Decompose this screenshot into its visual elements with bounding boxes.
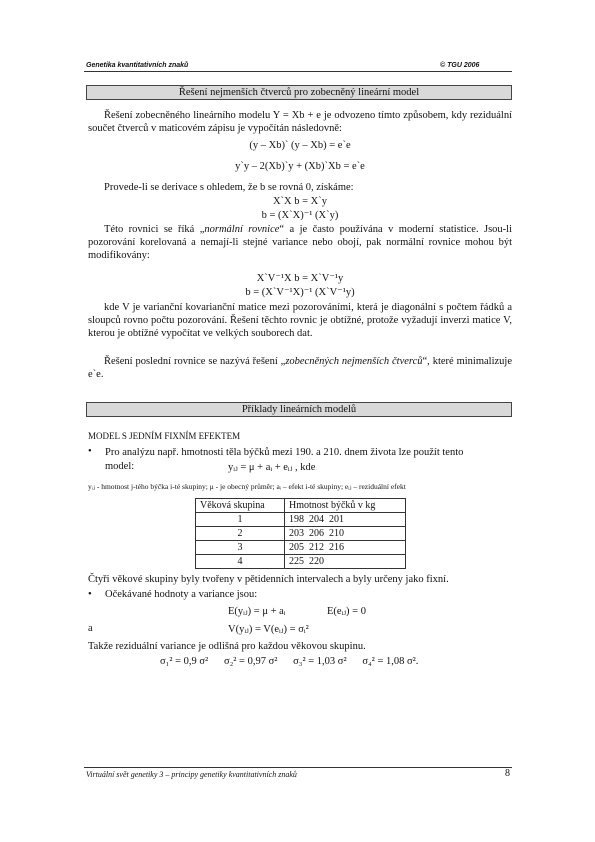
p5-emphasis: zobecněných nejmenších čtverců [285, 356, 423, 367]
bullet-1-text: Pro analýzu např. hmotnosti těla býčků mezi 190. a 210. dnem života lze použít tento [105, 447, 464, 458]
table-header-row [196, 499, 406, 513]
table-header-cell: Hmotnost býčků v kg [285, 499, 406, 513]
table-cell: 2 [196, 527, 285, 541]
paragraph-covariance: kde V je varianční kovarianční matice mezi pozorováními, která je diagonální s počtem řádků a sloupců rovno počtu pozorování. Řešení těchto rovnic je obtížné, protože vyžadují inverzi matice V, kterou je obtížné vypočítat ve velkých souborech dat. [88, 302, 512, 339]
header-rule [84, 71, 512, 72]
paragraph-intro: Řešení zobecněného lineárního modelu Y = Xb + e je odvozeno tímto způsobem, kdy reziduální součet čtverců v maticovém zápisu je vypočítán následovně: [88, 110, 512, 134]
bullet-dot-2: • [88, 589, 92, 600]
model-equation: yᵢⱼ = μ + aᵢ + eᵢⱼ , kde [228, 462, 316, 473]
equation-expected-y: E(yᵢⱼ) = μ + aᵢ [228, 606, 286, 617]
p5-text-a: Řešení poslední rovnice se nazývá řešení „ [104, 356, 286, 367]
table-header-cell: Věková skupina [196, 499, 285, 513]
bullet-dot-1: • [88, 446, 92, 457]
table-cell: 205 212 216 [285, 541, 406, 555]
table-cell: 203 206 210 [285, 527, 406, 541]
table-row [196, 541, 406, 555]
p3-text-a: Této rovnici se říká „ [104, 224, 205, 235]
equation-3: X`X b = X`y [272, 196, 328, 207]
table-cell: 1 [196, 513, 285, 527]
p3-emphasis: normální rovnice [204, 224, 280, 235]
equation-2: y`y – 2(Xb)`y + (Xb)`Xb = e`e [235, 161, 365, 172]
table-cell: 225 220 [285, 555, 406, 569]
equation-6: b = (X`V⁻¹X)⁻¹ (X`V⁻¹y) [245, 287, 355, 298]
weights-table [195, 498, 406, 569]
footer-rule [84, 767, 512, 768]
table-cell: 4 [196, 555, 285, 569]
table-cell: 3 [196, 541, 285, 555]
table-row [196, 513, 406, 527]
equation-1: (y – Xb)` (y – Xb) = e`e [249, 140, 351, 151]
bullet-2-text: Očekávané hodnoty a variance jsou: [105, 589, 258, 600]
table-cell: 198 204 201 [285, 513, 406, 527]
page-number: 8 [505, 768, 510, 779]
equation-variance: V(yᵢⱼ) = V(eᵢⱼ) = σᵢ² [228, 624, 309, 635]
paragraph-residual-variance: Takže reziduální variance je odlišná pro každou věkovou skupinu. [88, 641, 366, 652]
section-heading-least-squares: Řešení nejmenších čtverců pro zobecněný lineární model [86, 85, 512, 100]
p3-text-b: “ a je často používána v moderní statistice. Jsou-li pozorování korelovaná a nemají-li stejné variance nebo obojí, pak normální rovnice mohou být modifikovány: [88, 224, 512, 261]
equation-sigma-values: σ₁² = 0,9 σ² σ₂² = 0,97 σ² σ₃² = 1,03 σ² σ₄² = 1,08 σ². [160, 656, 419, 667]
equation-4: b = (X`X)⁻¹ (X`y) [261, 210, 339, 221]
table-row [196, 527, 406, 541]
paragraph-generalized [88, 355, 512, 381]
p5-text-b: “, které minimalizuje e`e. [88, 356, 513, 380]
header-left: Genetika kvantitativních znaků [86, 62, 189, 69]
paragraph-derivative: Provede-li se derivace s ohledem, že b se rovná 0, získáme: [104, 182, 354, 193]
table-row [196, 555, 406, 569]
paragraph-age-groups: Čtyři věkové skupiny byly tvořeny v pětidenních intervalech a byly určeny jako fixní. [88, 574, 449, 585]
bullet-1-text-continued: model: [105, 461, 135, 472]
header-right: © TGU 2006 [440, 62, 480, 69]
equation-5: X`V⁻¹X b = X`V⁻¹y [256, 273, 344, 284]
conjunction-a: a [88, 623, 93, 634]
footer-title: Virtuální svět genetiky 3 – principy genetiky kvantitativních znaků [86, 770, 297, 779]
section-heading-examples: Příklady lineárních modelů [86, 402, 512, 417]
subsection-title: MODEL S JEDNÍM FIXNÍM EFEKTEM [88, 431, 241, 441]
equation-expected-e: E(eᵢⱼ) = 0 [327, 606, 366, 617]
paragraph-normal-equation [88, 223, 512, 262]
model-legend: yᵢⱼ - hmotnost j-tého býčka i-té skupiny; μ - je obecný průměr; aᵢ – efekt i-té skupiny; eᵢⱼ – reziduální efekt [88, 482, 406, 491]
